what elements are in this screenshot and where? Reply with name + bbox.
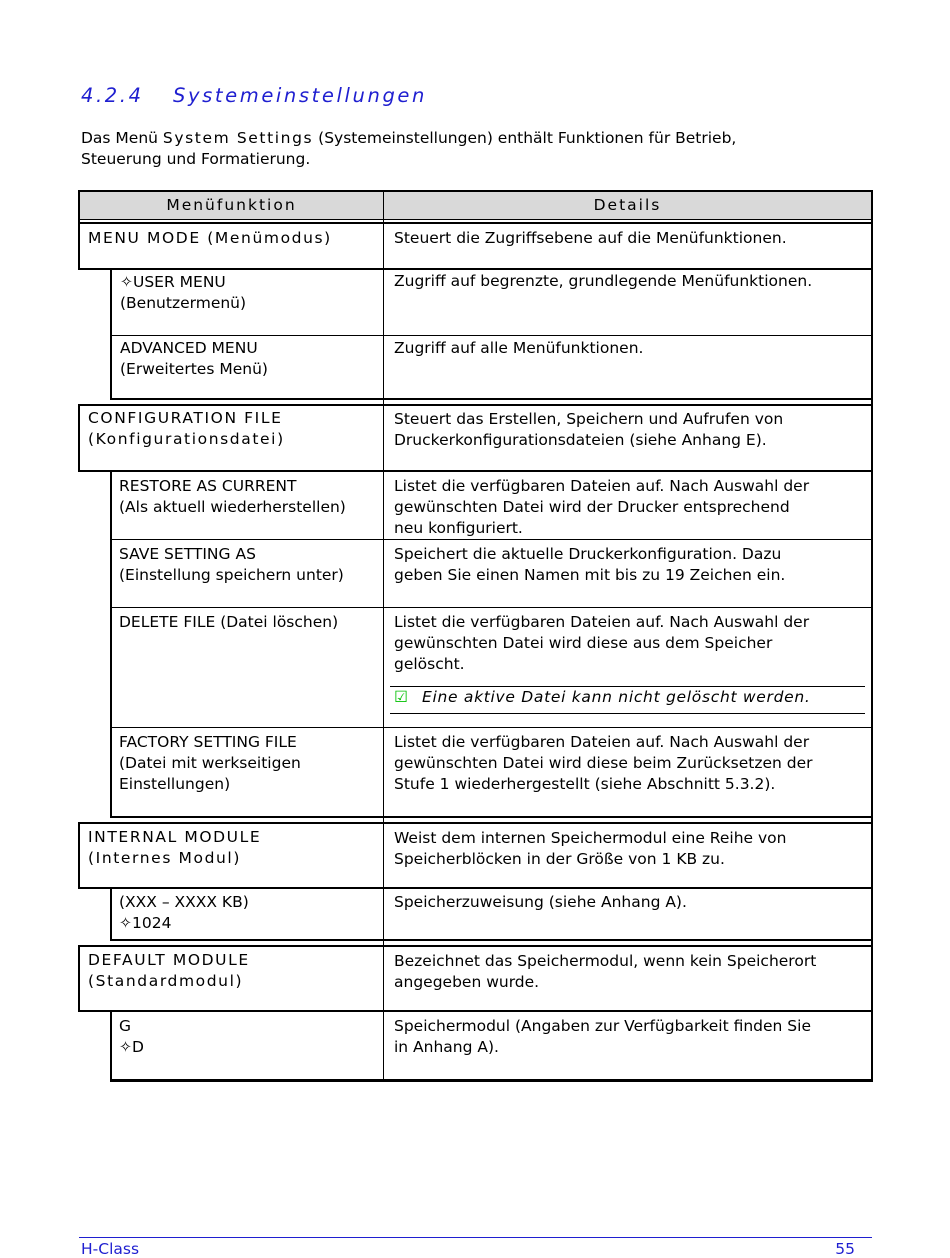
table-border (78, 222, 873, 224)
default-module-values-details: Speichermodul (Angaben zur Verfügbarkeit finden Sie in Anhang A). (394, 1017, 811, 1056)
internal-module-range-details: Speicherzuweisung (siehe Anhang A). (394, 893, 687, 911)
table-border (78, 822, 80, 889)
default-module-label: DEFAULT MODULE (Standardmodul) (88, 951, 250, 990)
table-border (78, 268, 873, 270)
intro-menu-name: System Settings (162, 129, 314, 147)
table-border (78, 404, 80, 472)
advanced-menu-details: Zugriff auf alle Menüfunktionen. (394, 339, 644, 357)
delete-file-label: DELETE FILE (Datei löschen) (119, 613, 339, 631)
table-border (110, 607, 873, 608)
section-heading (81, 84, 427, 107)
delete-file-note-text: Eine aktive Datei kann nicht gelöscht werden. (422, 688, 811, 706)
save-setting-as-label: SAVE SETTING AS (Einstellung speichern unter) (119, 545, 344, 584)
intro-text-line2: Steuerung und Formatierung. (81, 150, 311, 168)
default-module-values-label: G ✧D (119, 1017, 144, 1056)
table-border (871, 190, 873, 1082)
internal-module-range-label: (XXX – XXXX KB) ✧1024 (119, 893, 249, 932)
advanced-menu-label: ADVANCED MENU (Erweitertes Menü) (120, 339, 268, 378)
column-header-details: Details (593, 196, 662, 214)
restore-as-current-label: RESTORE AS CURRENT (Als aktuell wiederherstellen) (119, 477, 346, 516)
table-border (110, 470, 112, 818)
table-border (78, 190, 873, 192)
table-border (78, 219, 873, 220)
section-number: 4.2.4 (81, 84, 144, 107)
footer-page-number: 55 (835, 1240, 855, 1258)
delete-file-details: Listet die verfügbaren Dateien auf. Nach Auswahl der gewünschten Datei wird diese aus dem Speicher gelöscht. (394, 613, 810, 673)
user-menu-details: Zugriff auf begrenzte, grundlegende Menüfunktionen. (394, 272, 813, 290)
table-border (110, 398, 873, 400)
note-rule (390, 686, 865, 687)
factory-setting-file-details: Listet die verfügbaren Dateien auf. Nach Auswahl der gewünschten Datei wird diese beim Zurücksetzen der Stufe 1 wiederhergestellt (siehe Abschnitt 5.3.2). (394, 733, 813, 793)
footer-product-name: H-Class (81, 1240, 140, 1258)
factory-setting-file-label: FACTORY SETTING FILE (Datei mit werkseitigen Einstellungen) (119, 733, 301, 793)
section-title: Systemeinstellungen (173, 84, 427, 107)
restore-as-current-details: Listet die verfügbaren Dateien auf. Nach Auswahl der gewünschten Datei wird der Drucker entsprechend neu konfiguriert. (394, 477, 810, 537)
column-header-menufunction: Menüfunktion (166, 196, 297, 214)
intro-text-start: Das Menü (81, 129, 163, 147)
checkbox-note-icon: ☑ (394, 688, 409, 706)
table-border (78, 1010, 873, 1012)
footer-rule (79, 1237, 872, 1238)
internal-module-details: Weist dem internen Speichermodul eine Reihe von Speicherblöcken in der Größe von 1 KB zu. (394, 829, 787, 868)
delete-file-note (394, 688, 866, 714)
table-border (110, 268, 112, 400)
table-border (78, 887, 873, 889)
user-menu-label: ✧USER MENU (Benutzermenü) (120, 273, 247, 312)
table-border (110, 816, 873, 818)
table-border (78, 404, 873, 406)
intro-paragraph (81, 128, 871, 170)
default-module-details: Bezeichnet das Speichermodul, wenn kein Speicherort angegeben wurde. (394, 952, 817, 991)
intro-text-end: (Systemeinstellungen) enthält Funktionen für Betrieb, (313, 129, 737, 147)
table-border (110, 887, 112, 941)
menu-mode-label: MENU MODE (Menümodus) (88, 229, 332, 247)
configuration-file-label: CONFIGURATION FILE (Konfigurationsdatei) (88, 409, 285, 448)
column-divider (383, 190, 384, 1082)
table-border (110, 727, 873, 728)
menu-mode-details: Steuert die Zugriffsebene auf die Menüfunktionen. (394, 229, 787, 247)
table-border (78, 470, 873, 472)
table-border (110, 1079, 873, 1082)
configuration-file-details: Steuert das Erstellen, Speichern und Aufrufen von Druckerkonfigurationsdateien (siehe Anhang E). (394, 410, 784, 449)
table-border (78, 945, 80, 1012)
table-border (110, 539, 873, 540)
internal-module-label: INTERNAL MODULE (Internes Modul) (88, 828, 262, 867)
table-border (110, 335, 873, 336)
save-setting-as-details: Speichert die aktuelle Druckerkonfiguration. Dazu geben Sie einen Namen mit bis zu 19 Zeichen ein. (394, 545, 786, 584)
table-border (110, 1010, 112, 1082)
table-border (78, 822, 873, 824)
table-border (110, 939, 873, 941)
table-border (78, 945, 873, 947)
